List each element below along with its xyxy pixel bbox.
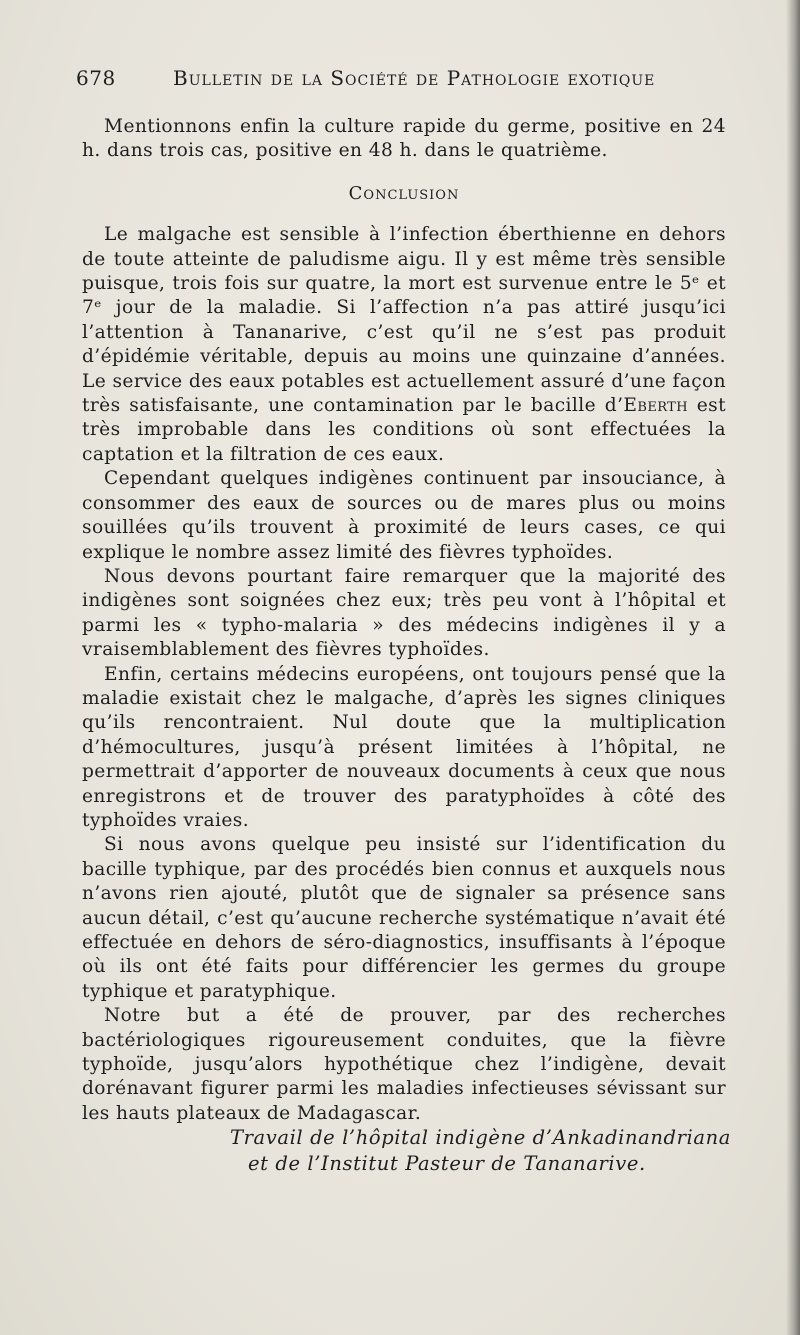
section-title: Conclusion [348, 182, 460, 204]
signature-line-2: et de l’Institut Pasteur de Tananarive. [248, 1152, 646, 1175]
paragraph-1-text-a: Le malgache est sensible à l’infection éberthienne en dehors de toute atteinte de paludisme aigu. Il y est même très sensible puisque, trois fois sur quatre, la mort est survenue entre le 5ᵉ et 7ᵉ jour de la maladie. Si l’affection n’a pas attiré jusqu’ici l’attention à Tananarive, c’est qu’il ne s’est pas produit d’épidémie véritable, depuis au moins une quinzaine d’années. Le service des eaux potables est actuellement assuré d’une façon très satisfaisante, une contamination par le bacille d’ [82, 224, 726, 417]
paragraph-1-text-b: est très improbable dans les conditions où sont effectuées la captation et la filtration de ces eaux. [82, 395, 726, 465]
paragraph-1 [82, 223, 726, 467]
page-number: 678 [76, 66, 116, 90]
paragraph-3: Nous devons pourtant faire remarquer que la majorité des indigènes sont soignées chez eux; très peu vont à l’hôpital et parmi les « typho-malaria » des médecins indigènes il y a vraisemblablement des fièvres typhoïdes. [82, 565, 726, 661]
article-body [82, 115, 726, 1126]
intro-paragraph: Mentionnons enfin la culture rapide du germe, positive en 24 h. dans trois cas, positive en 48 h. dans le quatrième. [82, 116, 726, 162]
page-edge-shadow [786, 0, 800, 1335]
signature-line-1: Travail de l’hôpital indigène d’Ankadinandriana [230, 1126, 731, 1149]
paragraph-2: Cependant quelques indigènes continuent par insouciance, à consommer des eaux de sources ou de mares plus ou moins souillées qu’ils trouvent à proximité de leurs cases, ce qui explique le nombre assez limité des fièvres typhoïdes. [82, 468, 726, 563]
paragraph-4: Enfin, certains médecins européens, ont toujours pensé que la maladie existait chez le malgache, d’après les signes cliniques qu’ils rencontraient. Nul doute que la multiplication d’hémocultures, jusqu’à présent limitées à l’hôpital, ne permettrait d’apporter de nouveaux documents à ceux que nous enregistrons et de trouver des paratyphoïdes à côté des typhoïdes vraies. [82, 663, 726, 831]
author-name-eberth: Eberth [623, 395, 688, 417]
paragraph-5: Si nous avons quelque peu insisté sur l’identification du bacille typhique, par des procédés bien connus et auxquels nous n’avons rien ajouté, plutôt que de signaler sa présence sans aucun détail, c’est qu’aucune recherche systématique n’avait été effectuée en dehors de séro-diagnostics, insuffisants à l’époque où ils ont été faits pour différencier les germes du groupe typhique et paratyphique. [82, 834, 726, 1002]
paragraph-6: Notre but a été de prouver, par des recherches bactériologiques rigoureusement conduites, que la fièvre typhoïde, jusqu’alors hypothétique chez l’indigène, devait dorénavant figurer parmi les maladies infectieuses sévissant sur les hauts plateaux de Madagascar. [82, 1005, 726, 1124]
running-head: Bulletin de la Société de Pathologie exotique [173, 66, 656, 90]
page-header [76, 66, 716, 96]
